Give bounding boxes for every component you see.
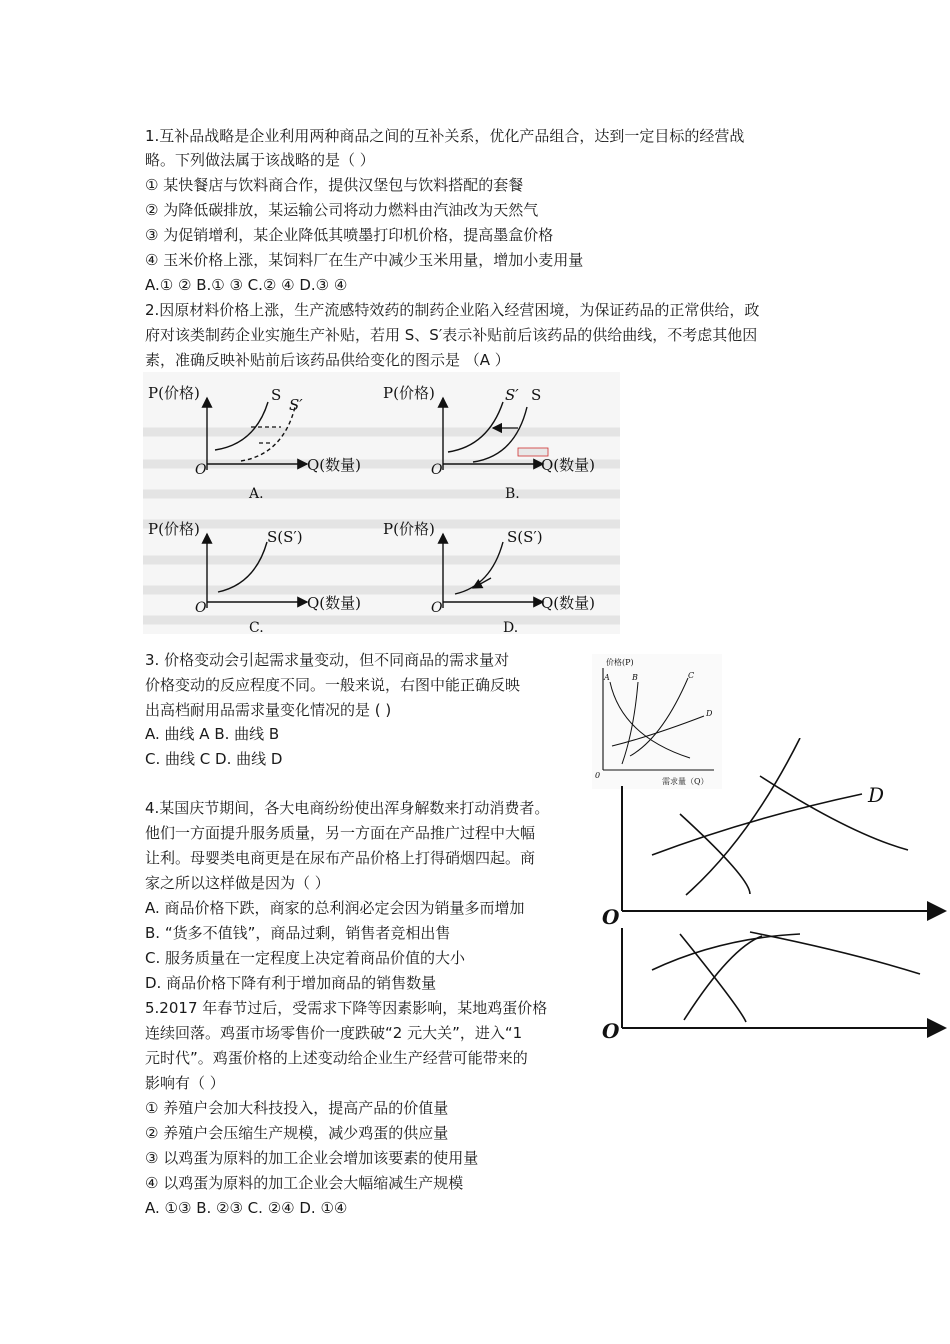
panel-a-x-axis: Q(数量) — [307, 456, 362, 474]
panel-a-caption: A. — [249, 486, 264, 502]
panel-d-origin: O — [431, 600, 443, 616]
q2-stem-line2: 府对该类制药企业实施生产补贴，若用 S、S′表示补贴前后该药品的供给曲线，不考虑其他因 — [145, 326, 758, 344]
panel-a-y-axis: P(价格) — [148, 384, 200, 402]
q3-options-ab: A. 曲线 A B. 曲线 B — [145, 725, 280, 743]
q3-stem-line1: 3. 价格变动会引起需求量变动，但不同商品的需求量对 — [145, 651, 510, 669]
panel-b-y-axis: P(价格) — [383, 384, 435, 402]
panel-a-label-s-prime: S′ — [289, 396, 303, 414]
q1-option-1: ① 某快餐店与饮料商合作，提供汉堡包与饮料搭配的套餐 — [145, 176, 524, 194]
q1-stem-line2: 略。下列做法属于该战略的是（ ） — [145, 151, 375, 169]
side-lower-curve-rising — [684, 936, 762, 1020]
q1-option-4: ④ 玉米价格上涨，某饲料厂在生产中减少玉米用量，增加小麦用量 — [145, 251, 584, 269]
q5-stem-line1: 5.2017 年春节过后，受需求下降等因素影响，某地鸡蛋价格 — [145, 999, 548, 1017]
q1-stem-line1: 1.互补品战略是企业利用两种商品之间的互补关系，优化产品组合，达到一定目标的经营战 — [145, 127, 745, 145]
panel-c-x-axis: Q(数量) — [307, 594, 362, 612]
side-curves-figure — [600, 738, 950, 1040]
q5-stem-line3: 元时代”。鸡蛋价格的上述变动给企业生产经营可能带来的 — [145, 1049, 528, 1067]
panel-b-caption: B. — [505, 486, 520, 502]
q4-stem-line3: 让利。母婴类电商更是在尿布产品价格上打得硝烟四起。商 — [145, 849, 536, 867]
q3-stem-line2: 价格变动的反应程度不同。一般来说，右图中能正确反映 — [145, 676, 521, 694]
panel-b-label-s: S — [531, 386, 542, 404]
side-lower-curve-demand — [750, 932, 920, 974]
side-label-d: D — [868, 783, 885, 807]
q4-option-a: A. 商品价格下跌，商家的总利润必定会因为销量多而增加 — [145, 899, 525, 917]
panel-c-caption: C. — [249, 620, 264, 634]
q3-label-d: D — [706, 709, 713, 718]
q4-option-d: D. 商品价格下降有利于增加商品的销售数量 — [145, 974, 437, 992]
q5-answer-choices: A. ①③ B. ②③ C. ②④ D. ①④ — [145, 1199, 348, 1217]
q5-option-2: ② 养殖户会压缩生产规模，减少鸡蛋的供应量 — [145, 1124, 449, 1142]
q2-stem-line1: 2.因原材料价格上涨，生产流感特效药的制药企业陷入经营困境，为保证药品的正常供给，政 — [145, 301, 760, 319]
q3-label-a: A — [604, 673, 610, 682]
q4-stem-line4: 家之所以这样做是因为（ ） — [145, 874, 330, 892]
panel-c-y-axis: P(价格) — [148, 520, 200, 538]
panel-d-y-axis: P(价格) — [383, 520, 435, 538]
q5-stem-line2: 连续回落。鸡蛋市场零售价一度跌破“2 元大关”，进入“1 — [145, 1024, 523, 1042]
side-upper-curve-d — [652, 794, 862, 855]
q3-stem-line3: 出高档耐用品需求量变化情况的是 ( ) — [145, 701, 392, 719]
q2-stem-line3: 素，准确反映补贴前后该药品供给变化的图示是 （A ） — [145, 351, 510, 369]
q4-stem-line2: 他们一方面提升服务质量，另一方面在产品推广过程中大幅 — [145, 824, 536, 842]
q3-label-c: C — [688, 671, 695, 680]
panel-d-caption: D. — [503, 620, 519, 634]
side-origin-lower: O — [602, 1019, 620, 1040]
panel-b-origin: O — [431, 462, 443, 478]
side-origin-upper: O — [602, 905, 620, 929]
q2-supply-figure — [143, 372, 620, 634]
q5-option-1: ① 养殖户会加大科技投入，提高产品的价值量 — [145, 1099, 449, 1117]
q3-y-axis-label: 价格(P) — [606, 658, 634, 667]
panel-b-label-s-prime: S′ — [505, 386, 519, 404]
q1-option-3: ③ 为促销增利，某企业降低其喷墨打印机价格，提高墨盒价格 — [145, 226, 554, 244]
panel-c-origin: O — [195, 600, 207, 616]
panel-a-origin: O — [195, 462, 207, 478]
side-upper-curve-rising — [686, 738, 800, 895]
panel-a-label-s: S — [271, 386, 282, 404]
q3-origin: 0 — [595, 771, 601, 780]
panel-d-label: S(S′) — [507, 528, 543, 546]
q4-option-b: B. “货多不值钱”，商品过剩，销售者竞相出售 — [145, 924, 451, 942]
q5-stem-line4: 影响有（ ） — [145, 1074, 225, 1092]
q3-options-cd: C. 曲线 C D. 曲线 D — [145, 750, 283, 768]
q3-label-b: B — [632, 673, 638, 682]
q5-option-3: ③ 以鸡蛋为原料的加工企业会增加该要素的使用量 — [145, 1149, 479, 1167]
q3-x-axis-label: 需求量（Q） — [662, 777, 709, 786]
q1-answer-choices: A.① ② B.① ③ C.② ④ D.③ ④ — [145, 276, 348, 294]
q4-option-c: C. 服务质量在一定程度上决定着商品价值的大小 — [145, 949, 466, 967]
q5-option-4: ④ 以鸡蛋为原料的加工企业会大幅缩减生产规模 — [145, 1174, 464, 1192]
q1-option-2: ② 为降低碳排放，某运输公司将动力燃料由汽油改为天然气 — [145, 201, 539, 219]
panel-c-label: S(S′) — [267, 528, 303, 546]
q4-stem-line1: 4.某国庆节期间，各大电商纷纷使出浑身解数来打动消费者。 — [145, 799, 550, 817]
panel-b-x-axis: Q(数量) — [541, 456, 596, 474]
panel-d-x-axis: Q(数量) — [541, 594, 596, 612]
